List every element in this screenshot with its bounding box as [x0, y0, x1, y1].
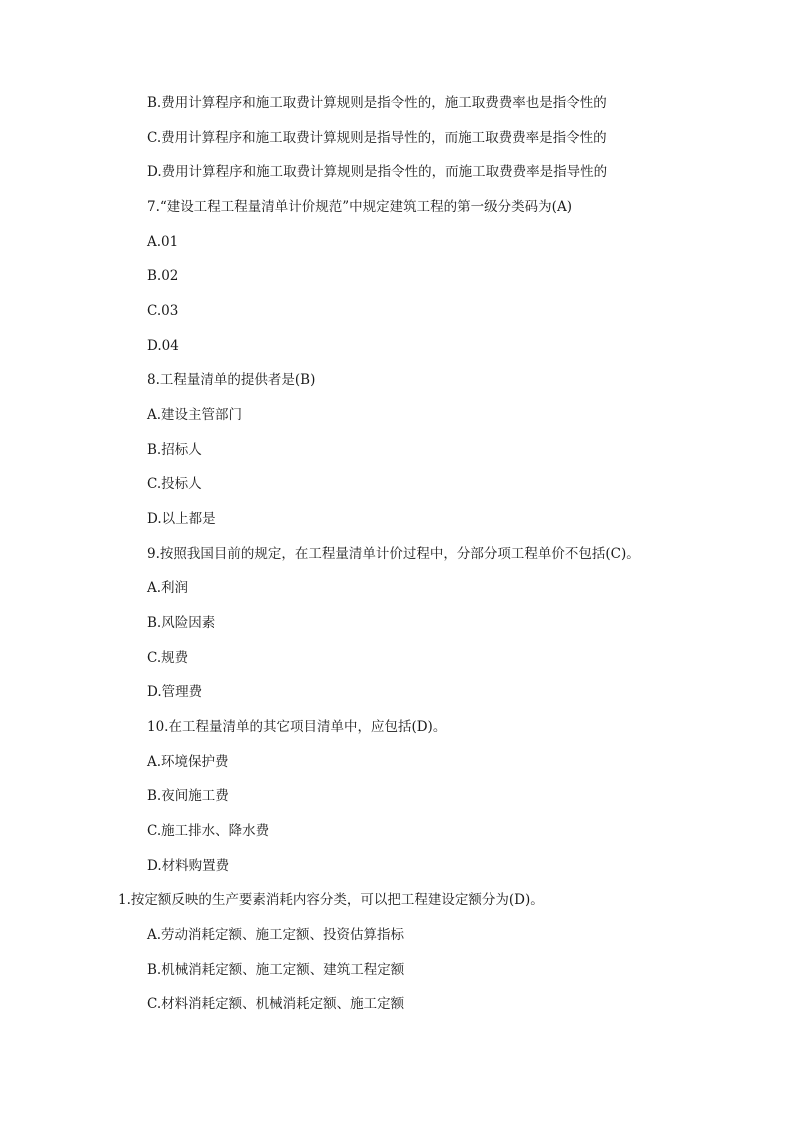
option-d-q7: D.04	[147, 338, 179, 354]
option-b-q10: B.夜间施工费	[147, 788, 229, 804]
option-d-q10: D.材料购置费	[147, 858, 230, 874]
option-d-q8: D.以上都是	[147, 511, 216, 527]
question-1: 1.按定额反映的生产要素消耗内容分类，可以把工程建设定额分为(D)。	[118, 892, 544, 908]
option-c-q7: C.03	[147, 303, 179, 319]
option-b-q9: B.风险因素	[147, 615, 216, 631]
question-7: 7.“建设工程工程量清单计价规范”中规定建筑工程的第一级分类码为(A)	[147, 199, 572, 215]
option-d-q9: D.管理费	[147, 684, 203, 700]
question-9: 9.按照我国目前的规定，在工程量清单计价过程中，分部分项工程单价不包括(C)。	[147, 546, 640, 562]
option-b-q1: B.机械消耗定额、施工定额、建筑工程定额	[147, 962, 405, 978]
option-c-q8: C.投标人	[147, 476, 202, 492]
question-10: 10.在工程量清单的其它项目清单中，应包括(D)。	[147, 719, 447, 735]
option-c-q9: C.规费	[147, 650, 189, 666]
option-a-q1: A.劳动消耗定额、施工定额、投资估算指标	[147, 927, 405, 943]
option-a-q8: A.建设主管部门	[147, 407, 243, 423]
option-b-q8: B.招标人	[147, 442, 202, 458]
option-c-q10: C.施工排水、降水费	[147, 823, 270, 839]
option-b-q5: B.费用计算程序和施工取费计算规则是指令性的，施工取费费率也是指令性的	[147, 95, 607, 111]
option-c-q5: C.费用计算程序和施工取费计算规则是指导性的，而施工取费费率是指令性的	[147, 130, 607, 146]
option-a-q9: A.利润	[147, 580, 189, 596]
option-d-q5: D.费用计算程序和施工取费计算规则是指令性的，而施工取费费率是指导性的	[147, 164, 608, 180]
option-b-q7: B.02	[147, 268, 179, 284]
option-a-q10: A.环境保护费	[147, 754, 229, 770]
option-a-q7: A.01	[147, 234, 179, 250]
question-8: 8.工程量清单的提供者是(B)	[147, 372, 316, 388]
option-c-q1: C.材料消耗定额、机械消耗定额、施工定额	[147, 996, 405, 1012]
